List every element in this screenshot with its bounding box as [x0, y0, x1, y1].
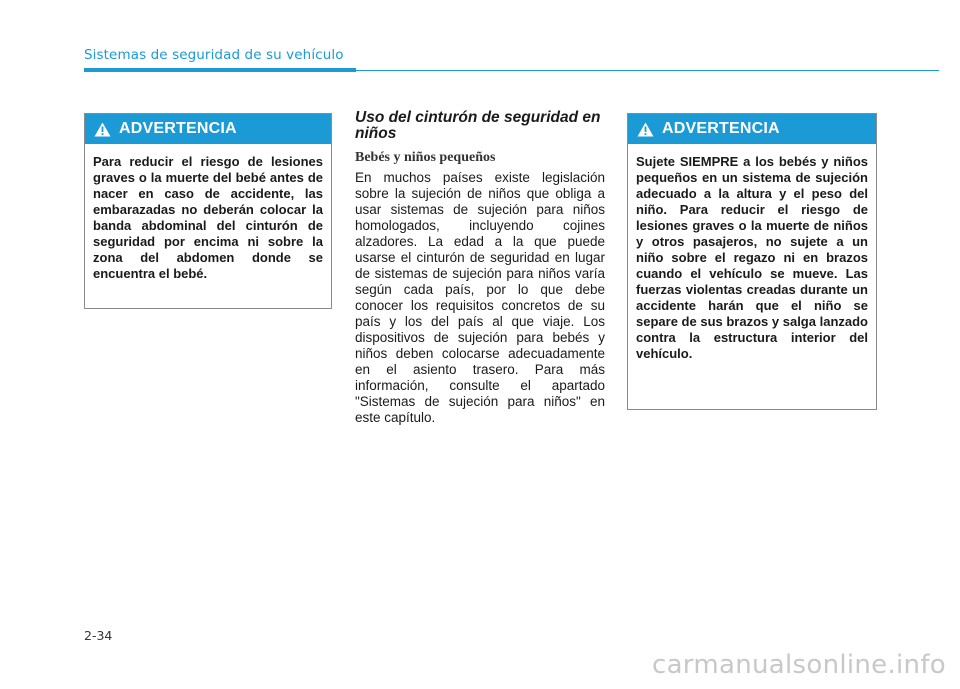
page-number: 2-34 — [84, 628, 113, 643]
warning-box-left — [84, 113, 332, 309]
warning-text-right: Sujete SIEMPRE a los bebés y niños pequeños en un sistema de sujeción adecuado a la altura y el peso del niño. Para reducir el riesgo de lesiones graves o la muerte de niños y otros pasajeros, no sujete a un niño sobre el regazo ni en brazos cuando el vehículo se mueve. Las fuerzas violentas creadas durante un accidente harán que el niño se separe de sus brazos y salga lanzado contra la estructura interior del vehículo. — [636, 154, 868, 361]
warning-triangle-icon — [94, 122, 111, 137]
header-rule-thick — [84, 68, 356, 72]
warning-header-right — [628, 114, 876, 144]
warning-triangle-icon — [637, 122, 654, 137]
subsection-title: Bebés y niños pequeños — [355, 150, 496, 165]
warning-text-left: Para reducir el riesgo de lesiones graves o la muerte del bebé antes de nacer en caso de accidente, las embarazadas no deberán colocar la banda abdominal del cinturón de seguridad por encima ni sobre la zona del abdomen donde se encuentra el bebé. — [93, 154, 323, 281]
section-title: Uso del cinturón de seguridad en niños — [355, 109, 601, 142]
body-paragraph: En muchos países existe legislación sobre la sujeción de niños que obliga a usar sistemas de sujeción para niños homologados, incluyendo cojines alzadores. La edad a la que puede usarse el cinturón de seguridad en lugar de sistemas de sujeción para niños varía según cada país, por lo que debe conocer los requisitos concretos de su país y los del país al que viaje. Los dispositivos de sujeción para bebés y niños deben colocarse adecuadamente en el asiento trasero. Para más información, consulte el apartado "Sistemas de sujeción para niños" en este capítulo. — [355, 170, 605, 425]
warning-title-left: ADVERTENCIA — [119, 120, 237, 137]
warning-header-left — [85, 114, 331, 144]
header-rule-thin — [356, 70, 939, 71]
header-section-title: Sistemas de seguridad de su vehículo — [84, 47, 344, 63]
watermark-text: carmanualsonline.info — [651, 650, 946, 680]
warning-box-right — [627, 113, 877, 410]
warning-title-right: ADVERTENCIA — [662, 120, 780, 137]
